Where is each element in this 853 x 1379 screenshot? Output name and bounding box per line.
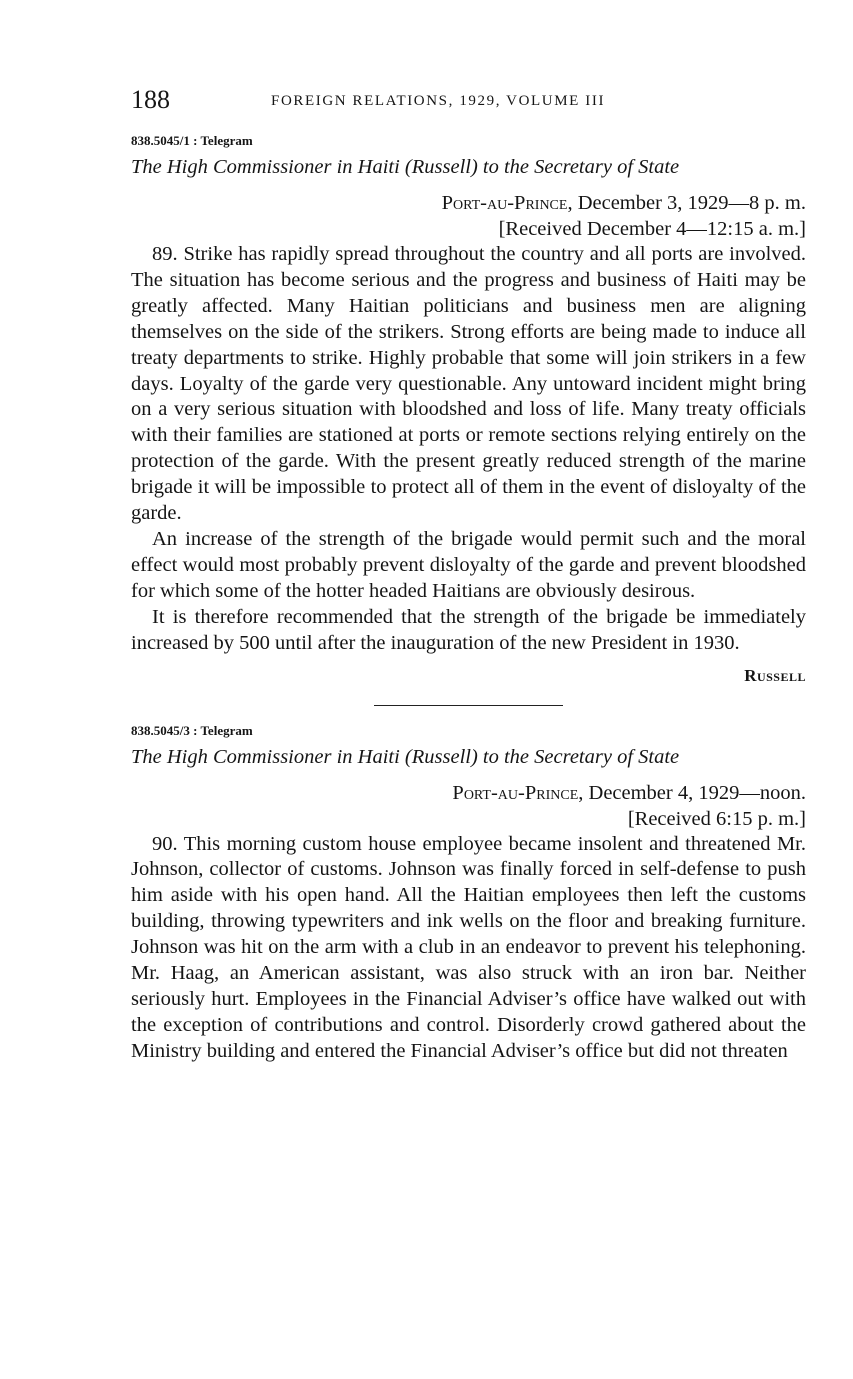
page-number: 188 — [131, 85, 170, 114]
dateline-date: , December 4, 1929—noon. — [578, 781, 806, 804]
body-paragraph: An increase of the strength of the brigade would permit such and the moral effect would most probably prevent disloyalty of the garde and prevent bloodshed for which some of the hotter headed Haitians are obviously desirous. — [131, 527, 806, 602]
dateline-date: , December 3, 1929—8 p. m. — [567, 192, 806, 214]
file-reference: 838.5045/1 : Telegram — [131, 133, 253, 148]
dateline-place: Port-au-Prince — [452, 781, 579, 804]
received-note: [Received 6:15 p. m.] — [627, 807, 806, 830]
telegram-entry — [131, 722, 806, 1065]
running-title: FOREIGN RELATIONS, 1929, VOLUME III — [271, 93, 606, 109]
page-content — [131, 132, 806, 1065]
body-paragraph: 89. Strike has rapidly spread throughout the country and all ports are involved. The situation has become serious and the progress and business of Haiti may be greatly affected. Many Haitian politicians and business men are aligning themselves on the side of the strikers. Strong efforts are being made to induce all treaty departments to strike. Highly probable that some will join strikers in a few days. Loyalty of the garde very questionable. Any untoward incident might bring on a very serious situation with bloodshed and loss of life. Many treaty officials with their families are stationed at ports or remote sections relying entirely on the protection of the garde. With the present greatly reduced strength of the marine brigade it will be impossible to protect all of them in the event of disloyalty of the garde. — [131, 243, 806, 525]
dateline — [131, 190, 806, 216]
telegram-heading: The High Commissioner in Haiti (Russell) to the Secretary of State — [131, 156, 680, 178]
file-reference: 838.5045/3 : Telegram — [131, 722, 253, 738]
running-head — [131, 84, 806, 118]
received-note: [Received December 4—12:15 a. m.] — [498, 218, 806, 240]
telegram-heading: The High Commissioner in Haiti (Russell) to the Secretary of State — [131, 745, 680, 768]
telegram-entry — [131, 132, 806, 689]
dateline — [131, 780, 806, 806]
section-divider — [374, 705, 563, 706]
body-paragraph: It is therefore recommended that the strength of the brigade be immediately increased by 500 until after the inauguration of the new President in 1930. — [131, 605, 806, 654]
body-paragraph: 90. This morning custom house employee became insolent and threatened Mr. Johnson, collector of customs. Johnson was finally forced in self-defense to push him aside with his open hand. All the Haitian employees then left the customs building, throwing typewriters and ink wells on the floor and breaking furniture. Johnson was hit on the arm with a club in an endeavor to prevent his telephoning. Mr. Haag, an American assistant, was also struck with an iron bar. Neither seriously hurt. Employees in the Financial Adviser’s office have walked out with the exception of contributions and control. Disorderly crowd gathered about the Ministry building and entered the Financial Adviser’s office but did not threaten — [131, 832, 806, 1062]
signature: Russell — [744, 665, 806, 685]
dateline-place: Port-au-Prince — [441, 192, 568, 214]
